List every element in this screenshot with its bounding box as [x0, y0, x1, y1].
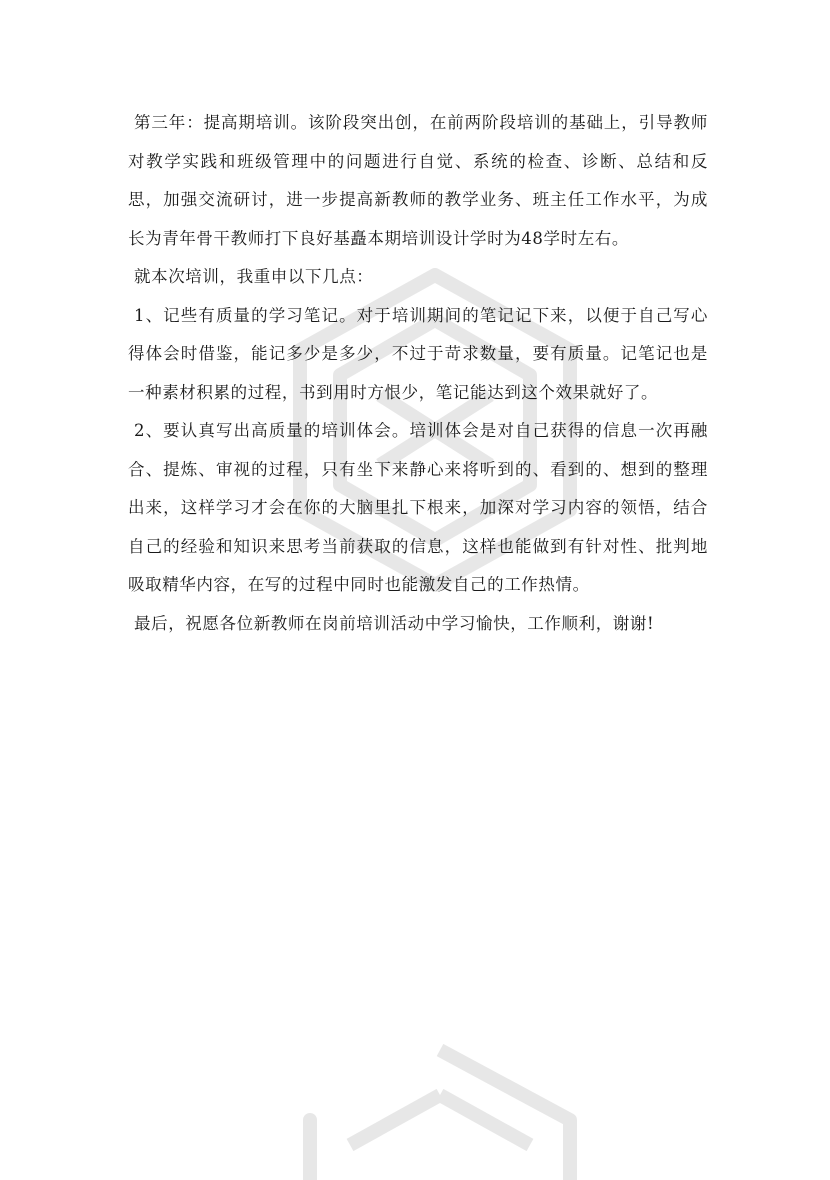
paragraph-closing: 最后，祝愿各位新教师在岗前培训活动中学习愉快，工作顺利，谢谢! [134, 613, 655, 633]
paragraph-intro-points: 就本次培训，我重申以下几点： [134, 267, 374, 286]
paragraph-point-2: 2、要认真写出高质量的培训体会。培训体会是对自己获得的信息一次再融合、提炼、审视的过程，只有坐下来静心来将听到的、看到的、想到的整理出来，这样学习才会在你的大脑里扎下根来，加深对学习内容的领悟，结合自己的经验和知识来思考当前获取的信息，这样也能做到有针对性、批判地吸取精华内容，在写的过程中同时也能激发自己的工作热情。 [128, 421, 708, 594]
document-body [128, 104, 708, 643]
watermark-logo-icon [300, 1040, 580, 1180]
paragraph-third-year: 第三年：提高期培训。该阶段突出创，在前两阶段培训的基础上，引导教师对教学实践和班级管理中的问题进行自觉、系统的检查、诊断、总结和反思，加强交流研讨，进一步提高新教师的教学业务、班主任工作水平，为成长为青年骨干教师打下良好基矗本期培训设计学时为48学时左右。 [128, 113, 708, 248]
paragraph-point-1: 1、记些有质量的学习笔记。对于培训期间的笔记记下来，以便于自己写心得体会时借鉴，能记多少是多少，不过于苛求数量，要有质量。记笔记也是一种素材积累的过程，书到用时方恨少，笔记能达到这个效果就好了。 [128, 305, 708, 402]
